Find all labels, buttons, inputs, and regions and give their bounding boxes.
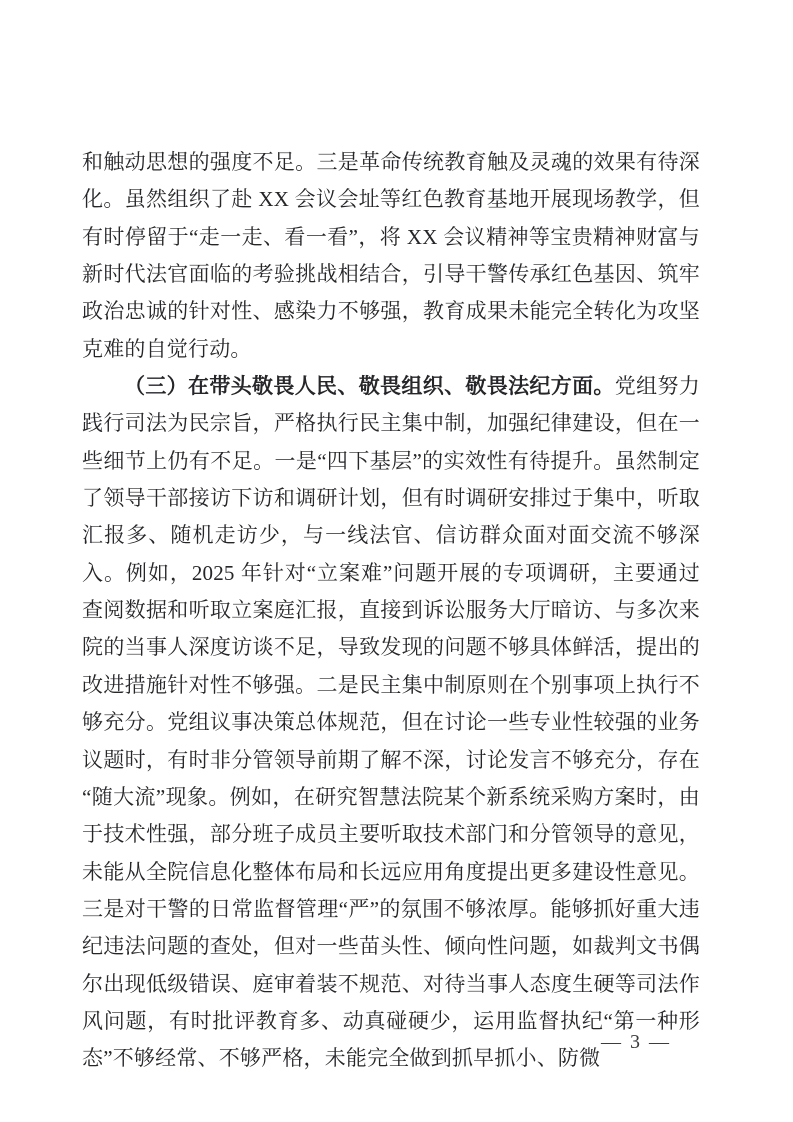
text-run: 和触动思想的强度不足。三是革命传统教育触及灵魂的效果有待深化。虽然组织了赴 XX 会议会址等红色教育基地开展现场教学，但有时停留于“走一走、看一看”，将 XX 会议精神等宝贵精神财富与新时代法官面临的考验挑战相结合，引导干警传承红色基因、筑牢政治忠诚的针对性、感染力不够强，教育成果未能完全转化为攻坚克难的自觉行动。 [82,150,700,361]
text-run: 党组努力践行司法为民宗旨，严格执行民主集中制，加强纪律建设，但在一些细节上仍有不足。一是“四下基层”的实效性有待提升。虽然制定了领导干部接访下访和调研计划，但有时调研安排过于集中，听取汇报多、随机走访少，与一线法官、信访群众面对面交流不够深入。例如，2025 年针对“立案难”问题开展的专项调研，主要通过查阅数据和听取立案庭汇报，直接到诉讼服务大厅暗访、与多次来院的当事人深度访谈不足，导致发现的问题不够具体鲜活，提出的改进措施针对性不够强。二是民主集中制原则在个别事项上执行不够充分。党组议事决策总体规范，但在讨论一些专业性较强的业务议题时，有时非分管领导前期了解不深，讨论发言不够充分，存在“随大流”现象。例如，在研究智慧法院某个新系统采购方案时，由于技术性强，部分班子成员主要听取技术部门和分管领导的意见，未能从全院信息化整体布局和长远应用角度提出更多建设性意见。三是对干警的日常监督管理“严”的氛围不够浓厚。能够抓好重大违纪违法问题的查处，但对一些苗头性、倾向性问题，如裁判文书偶尔出现低级错误、庭审着装不规范、对待当事人态度生硬等司法作风问题，有时批评教育多、动真碰硬少，运用监督执纪“第一种形态”不够经常、不够严格，未能完全做到抓早抓小、防微 [82,374,700,1071]
body-paragraph [82,368,700,1078]
section-heading: （三）在带头敬畏人民、敬畏组织、敬畏法纪方面。 [124,374,615,399]
page-number: — 3 — [601,1031,671,1053]
document-body [82,144,700,1078]
body-paragraph [82,144,700,368]
